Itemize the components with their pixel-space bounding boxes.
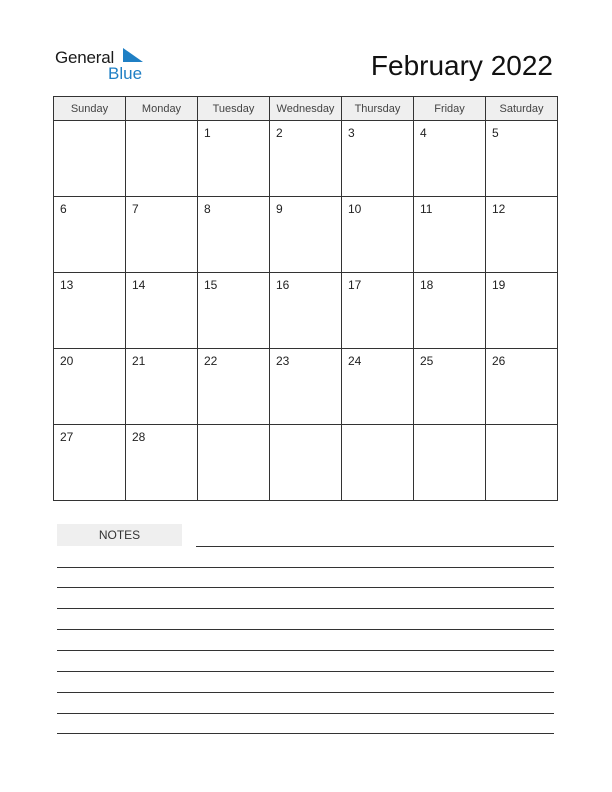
- notes-line: [57, 713, 554, 714]
- day-cell: [126, 121, 198, 197]
- day-cell: [270, 273, 342, 349]
- day-cell: [54, 273, 126, 349]
- day-cell: [198, 425, 270, 501]
- day-number: 16: [276, 278, 290, 292]
- day-number: [486, 425, 557, 430]
- day-number: 23: [276, 354, 290, 368]
- day-number: 17: [348, 278, 362, 292]
- week-row: [54, 273, 558, 349]
- day-cell: [342, 349, 414, 425]
- day-number: 5: [492, 126, 499, 140]
- day-cell: [486, 425, 558, 501]
- logo-word-blue: Blue: [108, 64, 143, 83]
- day-cell: [414, 349, 486, 425]
- weekday-header: Monday: [126, 97, 198, 121]
- week-row: [54, 349, 558, 425]
- day-cell: [342, 425, 414, 501]
- day-cell: [54, 349, 126, 425]
- day-cell: [198, 121, 270, 197]
- notes-line: [57, 608, 554, 609]
- notes-line: [57, 671, 554, 672]
- day-number: 15: [204, 278, 218, 292]
- day-number: 8: [204, 202, 211, 216]
- day-number: 25: [420, 354, 434, 368]
- day-cell: [270, 197, 342, 273]
- page-title: February 2022: [370, 50, 553, 81]
- day-cell: [270, 425, 342, 501]
- weekday-header-row: [54, 97, 558, 121]
- day-number: 19: [492, 278, 506, 292]
- weekday-header: Friday: [414, 97, 486, 121]
- day-cell: [486, 197, 558, 273]
- day-number: 6: [60, 202, 67, 216]
- day-cell: [198, 349, 270, 425]
- day-cell: [414, 121, 486, 197]
- calendar-grid: [53, 96, 558, 501]
- day-cell: [198, 197, 270, 273]
- day-number: 4: [420, 126, 427, 140]
- day-number: [342, 425, 413, 430]
- weekday-header: Sunday: [54, 97, 126, 121]
- day-number: 3: [348, 126, 355, 140]
- week-row: [54, 425, 558, 501]
- day-cell: [198, 273, 270, 349]
- day-number: 21: [132, 354, 146, 368]
- day-number: 11: [420, 202, 433, 216]
- notes-line: [57, 567, 554, 568]
- day-number: 9: [276, 202, 283, 216]
- day-cell: [54, 425, 126, 501]
- notes-line: [57, 587, 554, 588]
- day-cell: [270, 349, 342, 425]
- day-number: [126, 121, 197, 126]
- day-number: 2: [276, 126, 283, 140]
- day-cell: [486, 121, 558, 197]
- day-cell: [486, 349, 558, 425]
- day-number: 10: [348, 202, 362, 216]
- weekday-header: Tuesday: [198, 97, 270, 121]
- day-number: 18: [420, 278, 434, 292]
- week-row: [54, 121, 558, 197]
- day-number: [54, 121, 125, 126]
- notes-line: [57, 650, 554, 651]
- day-number: 12: [492, 202, 506, 216]
- day-cell: [342, 197, 414, 273]
- day-cell: [126, 273, 198, 349]
- day-number: 14: [132, 278, 146, 292]
- day-cell: [486, 273, 558, 349]
- weekday-header: Thursday: [342, 97, 414, 121]
- day-number: 1: [204, 126, 211, 140]
- day-cell: [342, 121, 414, 197]
- logo: [55, 46, 155, 86]
- week-row: [54, 197, 558, 273]
- day-cell: [126, 349, 198, 425]
- day-number: 28: [132, 430, 146, 444]
- day-number: 13: [60, 278, 74, 292]
- weekday-header: Saturday: [486, 97, 558, 121]
- day-cell: [54, 197, 126, 273]
- day-number: [270, 425, 341, 430]
- notes-line: [57, 692, 554, 693]
- logo-triangle-icon: [123, 48, 145, 64]
- day-number: 22: [204, 354, 218, 368]
- day-number: [414, 425, 485, 430]
- day-number: [198, 425, 269, 430]
- day-cell: [126, 197, 198, 273]
- day-number: 27: [60, 430, 74, 444]
- day-cell: [342, 273, 414, 349]
- day-number: 7: [132, 202, 139, 216]
- notes-line: [196, 546, 554, 547]
- notes-line: [57, 733, 554, 734]
- day-cell: [414, 425, 486, 501]
- notes-label: NOTES: [57, 524, 182, 546]
- day-cell: [414, 197, 486, 273]
- day-cell: [414, 273, 486, 349]
- logo-word-general: General: [55, 48, 115, 67]
- day-cell: [126, 425, 198, 501]
- weekday-header: Wednesday: [270, 97, 342, 121]
- day-cell: [270, 121, 342, 197]
- day-cell: [54, 121, 126, 197]
- day-number: 26: [492, 354, 506, 368]
- day-number: 24: [348, 354, 362, 368]
- notes-line: [57, 629, 554, 630]
- day-number: 20: [60, 354, 74, 368]
